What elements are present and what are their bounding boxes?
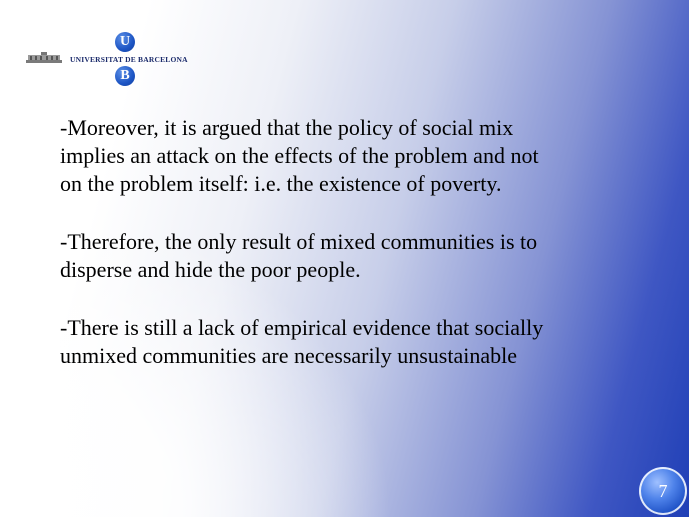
bullet-point [60, 314, 660, 370]
university-logo [26, 32, 196, 90]
slide-content [60, 114, 660, 400]
page-number-badge: 7 [639, 467, 687, 515]
logo-badge-u: U [115, 32, 135, 52]
bullet-line: implies an attack on the effects of the problem and not [60, 143, 539, 168]
bullet-point [60, 228, 660, 284]
bullet-line: -Moreover, it is argued that the policy of social mix [60, 115, 514, 140]
bullet-point [60, 114, 660, 198]
bullet-line: unmixed communities are necessarily unsustainable [60, 343, 517, 368]
bullet-line: on the problem itself: i.e. the existence of poverty. [60, 171, 502, 196]
bullet-line: disperse and hide the poor people. [60, 257, 361, 282]
university-name: UNIVERSITAT DE BARCELONA [70, 55, 188, 64]
logo-badge-b: B [115, 66, 135, 86]
university-building-icon [26, 52, 62, 64]
bullet-line: -There is still a lack of empirical evidence that socially [60, 315, 544, 340]
bullet-line: -Therefore, the only result of mixed communities is to [60, 229, 538, 254]
